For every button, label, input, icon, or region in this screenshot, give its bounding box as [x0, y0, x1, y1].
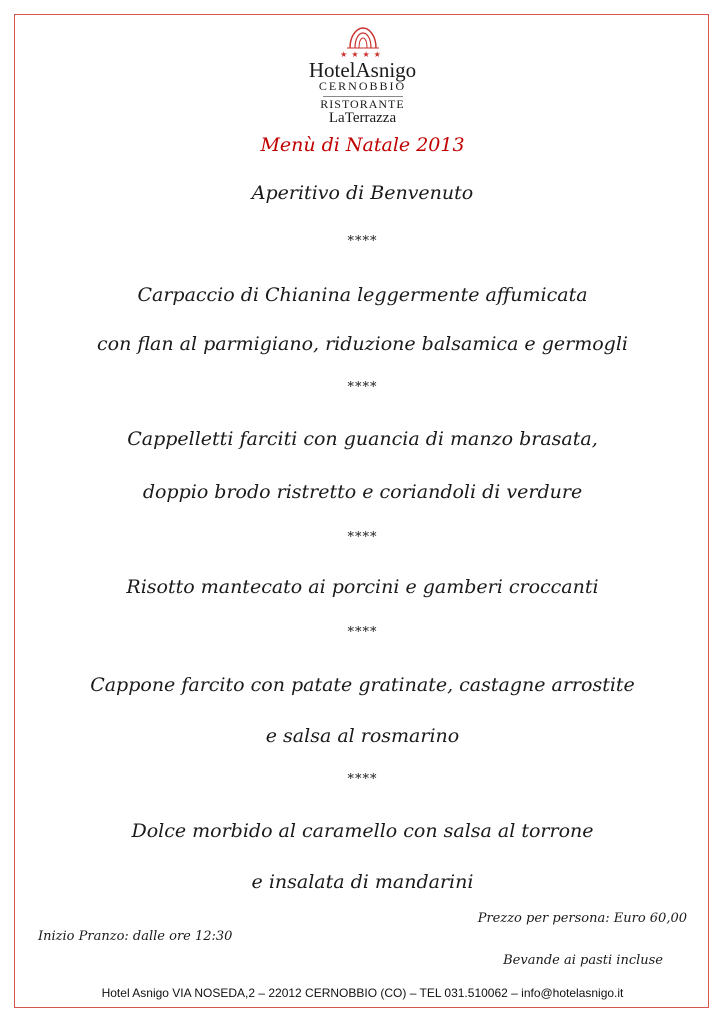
footer-contact: Hotel Asnigo VIA NOSEDA,2 – 22012 CERNOBBIO (CO) – TEL 031.510062 – info@hotelasnigo.it	[101, 986, 624, 1000]
menu-separator: ****	[347, 380, 378, 395]
course1-line2: con flan al parmigiano, riduzione balsamica e germogli	[97, 333, 628, 355]
course1-line1: Carpaccio di Chianina leggermente affumicata	[137, 284, 588, 306]
course2-line2: doppio brodo ristretto e coriandoli di verdure	[142, 481, 583, 503]
price-info: Prezzo per persona: Euro 60,00	[477, 911, 687, 926]
menu-separator: ****	[347, 772, 378, 787]
restaurant-name: LaTerrazza	[328, 110, 397, 126]
lunch-time-info: Inizio Pranzo: dalle ore 12:30	[38, 929, 233, 944]
course4-line1: Cappone farcito con patate gratinate, castagne arrostite	[90, 674, 635, 696]
hotel-brand-name: HotelAsnigo	[308, 58, 417, 82]
drinks-info: Bevande ai pasti incluse	[503, 953, 663, 968]
dessert-line1: Dolce morbido al caramello con salsa al torrone	[131, 820, 594, 842]
hotel-logo	[0, 26, 725, 126]
menu-separator: ****	[347, 234, 378, 249]
menu-separator: ****	[347, 530, 378, 545]
hotel-city: CERNOBBIO	[318, 79, 407, 93]
course3-line1: Risotto mantecato ai porcini e gamberi croccanti	[126, 576, 599, 598]
menu-separator: ****	[347, 625, 378, 640]
restaurant-label: RISTORANTE	[320, 97, 405, 111]
hotel-stars: ★★★★	[340, 50, 385, 59]
hotel-emblem-icon	[344, 26, 382, 50]
hotel-brand	[0, 60, 725, 93]
course4-line2: e salsa al rosmarino	[265, 725, 460, 747]
dessert-line2: e insalata di mandarini	[251, 871, 474, 893]
menu-title: Menù di Natale 2013	[260, 134, 465, 156]
menu-welcome: Aperitivo di Benvenuto	[251, 182, 474, 204]
page-border	[14, 14, 709, 1008]
course2-line1: Cappelletti farciti con guancia di manzo brasata,	[127, 428, 598, 450]
